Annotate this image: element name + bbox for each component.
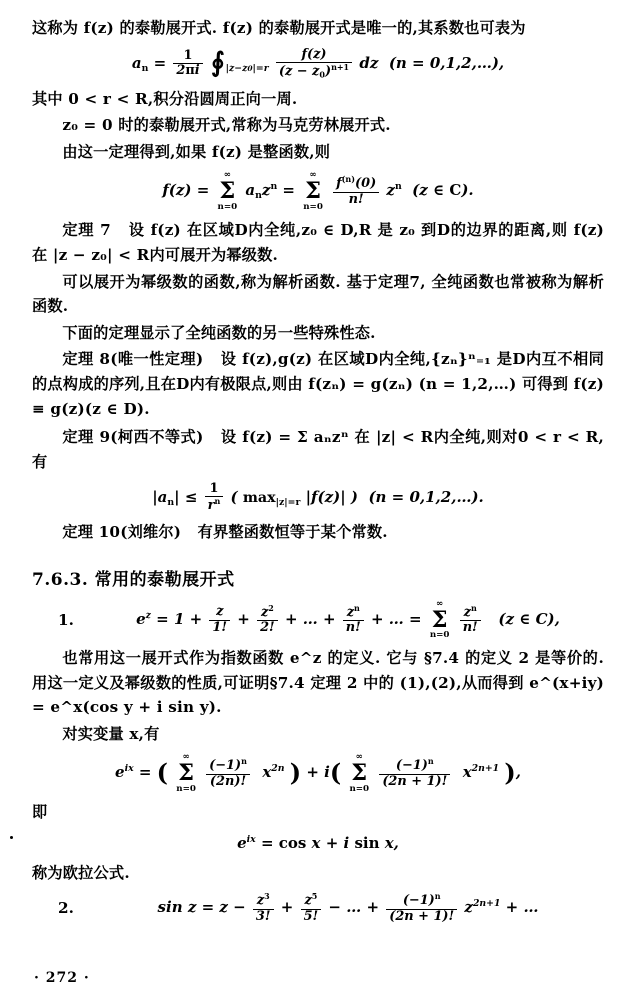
paragraph-1: 这称为 f(z) 的泰勒展开式. f(z) 的泰勒展开式是唯一的,其系数也可表为	[32, 19, 526, 37]
series-item-1	[32, 600, 604, 640]
paragraph-6: 可以展开为幂级数的函数,称为解析函数. 基于定理7, 全纯函数也常被称为解析函数.	[32, 272, 604, 316]
item-2-label: 2.	[58, 899, 74, 918]
formula-sin-series: sin z = z − $\frac{z^3}{3!}$ + $\frac{z^5}{5!}$ − … + $\frac{(-1)^n}{(2n + 1)!}$ $z^{2n+1}$ + …	[157, 891, 539, 924]
series-item-2	[32, 892, 604, 924]
formula-cauchy-inequality: $|a_n|$ ≤ $\frac{1}{r^n}$ ( $\max_{|z|=r} |f(z)|$ ) (n = 0,1,2,…).	[152, 480, 484, 513]
theorem-10	[32, 520, 604, 545]
theorem-8-label: 定理 8(唯一性定理)	[62, 350, 204, 369]
stray-mark	[10, 836, 13, 839]
theorem-8	[32, 347, 604, 421]
paragraph-11: 也常用这一展开式作为指数函数 e^z 的定义. 它与 §7.4 的定义 2 是等价的. 用这一定义及幂级数的性质,可证明§7.4 定理 2 中的 (1),(2),从而得到 e^(x+iy) = e^x(cos y + i sin y).	[32, 648, 604, 717]
formula-euler: $e^{ix} = \cos x + i$ sin x,	[237, 833, 399, 852]
theorem-9-label: 定理 9(柯西不等式)	[62, 428, 204, 447]
theorem-7-label: 定理 7	[62, 221, 111, 240]
euler-formula-caption: 称为欧拉公式.	[32, 864, 130, 883]
theorem-7	[32, 218, 604, 267]
paragraph-7: 下面的定理显示了全纯函数的另一些特殊性态.	[62, 323, 376, 342]
item-1-label: 1.	[58, 611, 74, 629]
paragraph-12: 对实变量 x,有	[62, 724, 160, 743]
formula-maclaurin-entire: f(z) = ∞ Σ n=0 $a_nz^n$ = ∞ Σ n=0 $\frac{f^{(n)}(0)}{n!}$ $z^n$ (z ∈ C).	[162, 170, 474, 212]
theorem-9	[32, 425, 604, 474]
theorem-8-text: 设 f(z),g(z) 在区域D内全纯,{zₙ}ⁿ₌₁ 是D内互不相同的点构成的序列,且在D内有极限点,则由 f(zₙ) = g(zₙ) (n = 1,2,…) 可得到 f(z) ≡ g(z)(z ∈ D).	[32, 350, 605, 418]
paragraph-4: 由这一定理得到,如果 f(z) 是整函数,则	[62, 142, 331, 161]
paragraph-2: 其中 0 < r < R,积分沿圆周正向一周.	[32, 89, 298, 108]
section-heading: 7.6.3. 常用的泰勒展开式	[32, 570, 235, 591]
paragraph-3: z₀ = 0 时的泰勒展开式,常称为马克劳林展开式.	[62, 116, 391, 135]
formula-exp-series: $e^z = 1$ + $\frac{z}{1!}$ + $\frac{z^2}{2!}$ + … + $\frac{z^n}{n!}$ + … = ∞ Σ n=0 $\frac{z^n}{n!}$ (z ∈ C),	[136, 599, 560, 641]
theorem-10-text: 有界整函数恒等于某个常数.	[197, 523, 388, 542]
theorem-9-text: 设 f(z) = Σ aₙzⁿ 在 |z| < R内全纯,则对0 < r < R,有	[32, 428, 604, 471]
formula-euler-split: $e^{ix}$ = ( ∞ Σ n=0 $\frac{(-1)^n}{(2n)!}$ $x^{2n}$ ) + i( ∞ Σ n=0 $\frac{(-1)^n}{(2n + 1)!}$ $x^{2n+1}$ ),	[115, 752, 521, 794]
theorem-10-label: 定理 10(刘维尔)	[62, 523, 182, 542]
theorem-7-text: 设 f(z) 在区域D内全纯,z₀ ∈ D,R 是 z₀ 到D的边界的距离,则 f(z) 在 |z − z₀| < R内可展开为幂级数.	[32, 221, 604, 264]
paragraph-13: 即	[32, 803, 48, 822]
formula-taylor-coefficient: $a_n$ = $\frac{1}{2\pi i}$ $∮_{|z-z0|=r}$ $\frac{f(z)}{(z - z_0)^{n+1}}$ dz (n = 0,1,2,…),	[131, 46, 505, 80]
page-number: · 272 ·	[34, 970, 90, 986]
